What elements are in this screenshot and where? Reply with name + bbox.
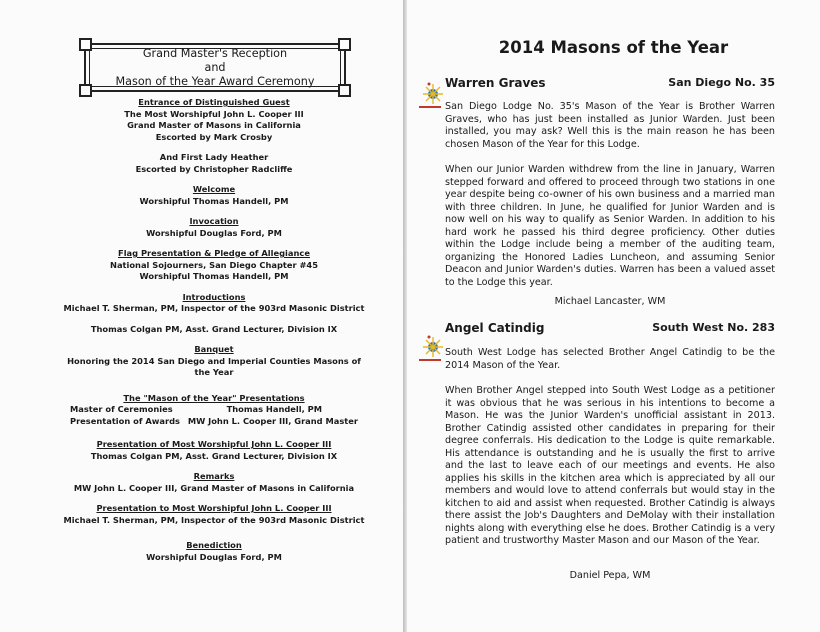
section-heading: Invocation: [189, 216, 239, 226]
section-line: Escorted by Mark Crosby: [155, 131, 273, 142]
section-line: Worshipful Douglas Ford, PM: [146, 551, 282, 562]
section-line: National Sojourners, San Diego Chapter #45: [110, 259, 318, 270]
presentation-row: [60, 416, 368, 428]
title-line: Grand Master's Reception: [142, 47, 288, 60]
section-line: Worshipful Thomas Handell, PM: [139, 195, 289, 206]
program-section: [60, 216, 368, 239]
program-section: [60, 97, 368, 175]
page-title: 2014 Masons of the Year: [498, 38, 729, 57]
program-section: [60, 503, 368, 526]
program-page: [0, 0, 403, 632]
presentation-row: [60, 404, 368, 416]
lodge-name: San Diego No. 35: [668, 76, 775, 89]
mason-paragraph: San Diego Lodge No. 35's Mason of the Year is Brother Warren Graves, who has just been installed as Junior Warden. Just been installed, you may ask? Well this is the main reason he has been chosen Mason of the Year for this Lodge.: [445, 101, 775, 150]
mason-name: Angel Catindig: [445, 321, 545, 335]
title-box: [84, 43, 346, 92]
presentations-section: [60, 393, 368, 428]
section-line: Michael T. Sherman, PM, Inspector of the 903rd Masonic District: [63, 303, 365, 313]
mason-paragraph: South West Lodge has selected Brother Angel Catindig to be the 2014 Mason of the Year.: [445, 347, 775, 371]
section-line: Thomas Colgan PM, Asst. Grand Lecturer, Division IX: [90, 323, 338, 334]
role-label: Presentation of Awards: [70, 415, 180, 426]
section-line: And First Lady Heather: [159, 152, 269, 162]
program-section: [60, 344, 368, 379]
title-line: Mason of the Year Award Ceremony: [115, 75, 315, 88]
section-heading: Entrance of Distinguished Guest: [138, 97, 290, 107]
section-line: Worshipful Thomas Handell, PM: [139, 271, 289, 281]
signature: Michael Lancaster, WM: [554, 296, 666, 307]
section-line: Worshipful Douglas Ford, PM: [146, 227, 282, 238]
mason-name: Warren Graves: [445, 76, 546, 90]
section-heading: Presentation to Most Worshipful John L. Cooper III: [96, 503, 332, 513]
mason-paragraph: When Brother Angel stepped into South West Lodge as a petitioner it was obvious that he was serious in his intentions to become a Mason. He was the Junior Warden's unofficial assistant in 2013. Brother Catindig assisted other candidates in preparing for their degree conferrals. His dedication to the Lodge is quite remarkable. His attendance is outstanding and he is usually the first to arrive and the last to leave each of our meetings and events. He also applies his skills in the kitchen area which is appreciated by all our members and would love to attend conferrals but would stay in the kitchen to aid and assist when requested. Brother Catindig is always there assist the Job's Daughters and DeMolay with their installation nights along with everything else he does. Brother Catindig is a very patient and trustworthy Master Mason and our Mason of the Year.: [445, 385, 775, 546]
ornament-icon: [415, 80, 443, 110]
section-heading: Remarks: [193, 471, 235, 481]
title-line: and: [204, 61, 226, 74]
ornament-icon: [415, 333, 443, 363]
mason-paragraph: When our Junior Warden withdrew from the line in January, Warren stepped forward and offered to proceed through two stations in one year despite being co-owner of his own business and a married man with three children. In June, he qualified for Junior Warden and is now well on his way to qualify as Senior Warden. In addition to his hard work he passed his third degree proficiency. Other duties within the Lodge include being a member of the auditing team, organizing the Honored Ladies Luncheon, and assuming Senior Deacon and Junior Warden's duties. Warren has been a valued asset to the Lodge this year.: [445, 164, 775, 288]
mason-heading: [445, 321, 775, 335]
program-section: [60, 292, 368, 336]
masons-page: [407, 0, 820, 632]
section-line: Michael T. Sherman, PM, Inspector of the 903rd Masonic District: [63, 514, 365, 525]
section-line: Escorted by Christopher Radcliffe: [135, 163, 293, 174]
section-heading: Presentation of Most Worshipful John L. Cooper III: [96, 439, 332, 449]
section-line: Grand Master of Masons in California: [127, 120, 301, 130]
section-line: Thomas Colgan PM, Asst. Grand Lecturer, Division IX: [90, 450, 338, 461]
section-line: Honoring the 2014 San Diego and Imperial Counties Masons of the Year: [67, 355, 361, 377]
section-line: MW John L. Cooper III, Grand Master of Masons in California: [73, 482, 355, 493]
program-section: [60, 439, 368, 462]
lodge-name: South West No. 283: [652, 321, 775, 334]
section-heading: The "Mason of the Year" Presentations: [123, 392, 305, 403]
role-person: Thomas Handell, PM: [226, 404, 322, 414]
program-section: [60, 471, 368, 494]
section-heading: Flag Presentation & Pledge of Allegiance: [118, 248, 310, 258]
section-heading: Introductions: [182, 291, 246, 302]
section-heading: Benediction: [186, 540, 242, 550]
mason-heading: [445, 76, 775, 90]
program-section: [60, 248, 368, 283]
program-section: [60, 540, 368, 563]
section-heading: Welcome: [192, 184, 236, 194]
program-list: [60, 97, 368, 563]
program-section: [60, 184, 368, 207]
section-heading: Banquet: [194, 344, 234, 354]
section-line: The Most Worshipful John L. Cooper III: [124, 108, 304, 119]
role-person: MW John L. Cooper III, Grand Master: [187, 415, 358, 426]
signature: Daniel Pepa, WM: [569, 570, 651, 581]
role-label: Master of Ceremonies: [70, 404, 173, 414]
